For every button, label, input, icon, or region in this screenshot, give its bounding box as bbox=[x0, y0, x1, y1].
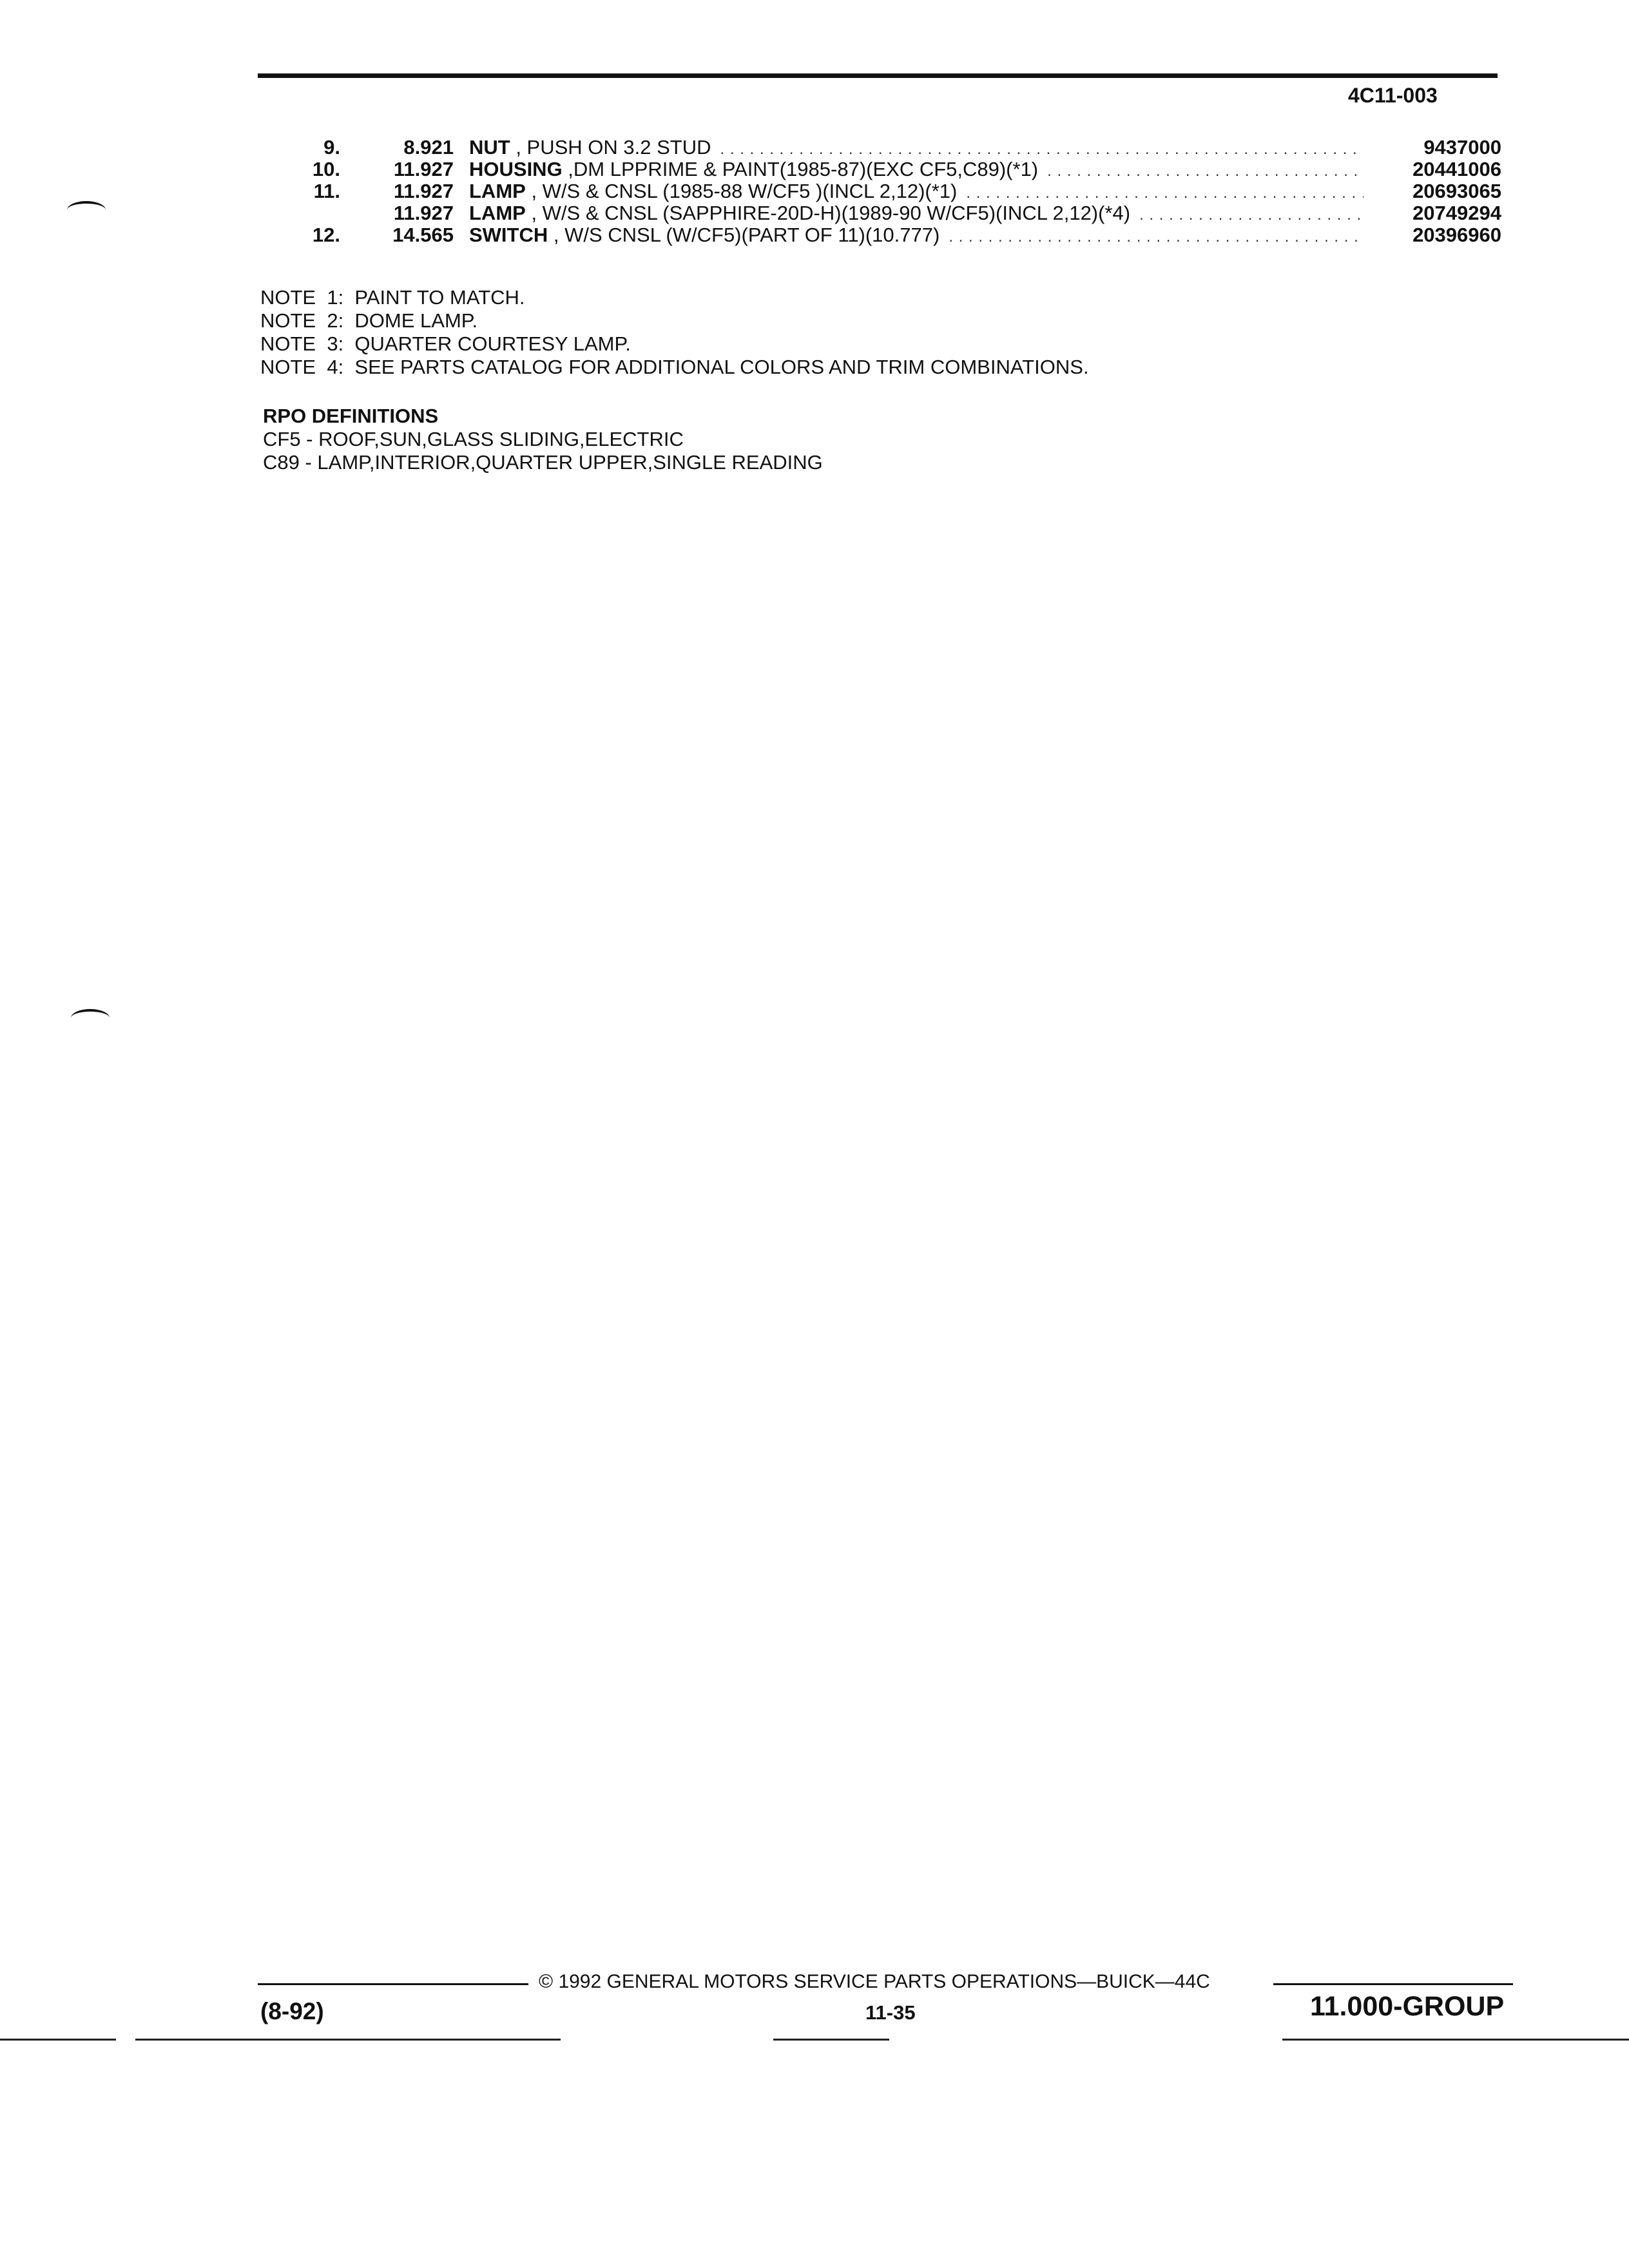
part-desc: ,DM LPPRIME & PAINT(1985-87)(EXC CF5,C89)(*1) bbox=[562, 158, 1039, 180]
notes-section bbox=[260, 286, 1089, 379]
page-number: 11-35 bbox=[865, 2001, 916, 2024]
part-row bbox=[258, 159, 1501, 180]
scan-edge-line bbox=[135, 2039, 561, 2041]
part-qty: 8.921 bbox=[403, 136, 454, 159]
group-label: 11.000-GROUP bbox=[1310, 1991, 1505, 2022]
part-row bbox=[258, 202, 1501, 224]
top-rule bbox=[258, 73, 1498, 78]
part-name: HOUSING bbox=[469, 158, 563, 180]
revision-date: (8-92) bbox=[260, 1998, 324, 2024]
part-qty: 11.927 bbox=[393, 180, 454, 202]
scan-edge-line bbox=[773, 2039, 889, 2041]
leader-dots bbox=[1139, 202, 1364, 226]
scan-edge-line bbox=[0, 2039, 116, 2041]
scan-edge-line bbox=[1282, 2039, 1629, 2041]
part-desc: , W/S & CNSL (SAPPHIRE-20D-H)(1989-90 W/CF5)(INCL 2,12)(*4) bbox=[525, 202, 1131, 224]
footer-rule-right bbox=[1273, 1983, 1513, 1985]
parts-list bbox=[258, 137, 1501, 246]
leader-dots bbox=[1047, 159, 1364, 182]
catalog-code: 4C11-003 bbox=[1348, 84, 1438, 107]
rpo-title: RPO DEFINITIONS bbox=[263, 405, 439, 427]
part-number: 9437000 bbox=[1423, 136, 1501, 159]
part-ref: 10. bbox=[312, 158, 340, 180]
leader-dots bbox=[949, 224, 1364, 248]
rpo-definitions bbox=[263, 405, 823, 474]
part-desc: , W/S & CNSL (1985-88 W/CF5 )(INCL 2,12)(*1) bbox=[525, 180, 958, 202]
part-name: LAMP bbox=[469, 202, 526, 224]
note: NOTE 2: DOME LAMP. bbox=[260, 309, 478, 332]
part-number: 20441006 bbox=[1412, 158, 1501, 180]
part-row bbox=[258, 137, 1501, 159]
copyright: © 1992 GENERAL MOTORS SERVICE PARTS OPERATIONS—BUICK—44C bbox=[539, 1971, 1210, 1992]
part-name: SWITCH bbox=[469, 224, 548, 246]
part-number: 20693065 bbox=[1412, 180, 1501, 202]
part-name: LAMP bbox=[469, 180, 526, 202]
note: NOTE 1: PAINT TO MATCH. bbox=[260, 286, 525, 309]
leader-dots bbox=[720, 137, 1364, 160]
part-row bbox=[258, 224, 1501, 246]
rpo-item: CF5 - ROOF,SUN,GLASS SLIDING,ELECTRIC bbox=[263, 428, 684, 450]
part-desc: , PUSH ON 3.2 STUD bbox=[510, 136, 711, 159]
part-number: 20749294 bbox=[1412, 202, 1501, 224]
part-desc: , W/S CNSL (W/CF5)(PART OF 11)(10.777) bbox=[548, 224, 940, 246]
footer-rule-left bbox=[258, 1983, 528, 1985]
part-number: 20396960 bbox=[1412, 224, 1501, 246]
part-ref: 12. bbox=[312, 224, 340, 246]
part-name: NUT bbox=[469, 136, 510, 159]
part-qty: 11.927 bbox=[393, 202, 454, 224]
part-qty: 14.565 bbox=[392, 224, 454, 246]
rpo-item: C89 - LAMP,INTERIOR,QUARTER UPPER,SINGLE READING bbox=[263, 451, 823, 474]
part-ref: 11. bbox=[313, 180, 340, 202]
note: NOTE 4: SEE PARTS CATALOG FOR ADDITIONAL COLORS AND TRIM COMBINATIONS. bbox=[260, 356, 1089, 378]
note: NOTE 3: QUARTER COURTESY LAMP. bbox=[260, 332, 631, 355]
binder-hole-mark bbox=[67, 201, 106, 219]
part-qty: 11.927 bbox=[393, 158, 454, 180]
part-ref: 9. bbox=[323, 136, 340, 159]
leader-dots bbox=[966, 180, 1364, 204]
part-row bbox=[258, 180, 1501, 202]
binder-hole-mark bbox=[71, 1009, 110, 1027]
